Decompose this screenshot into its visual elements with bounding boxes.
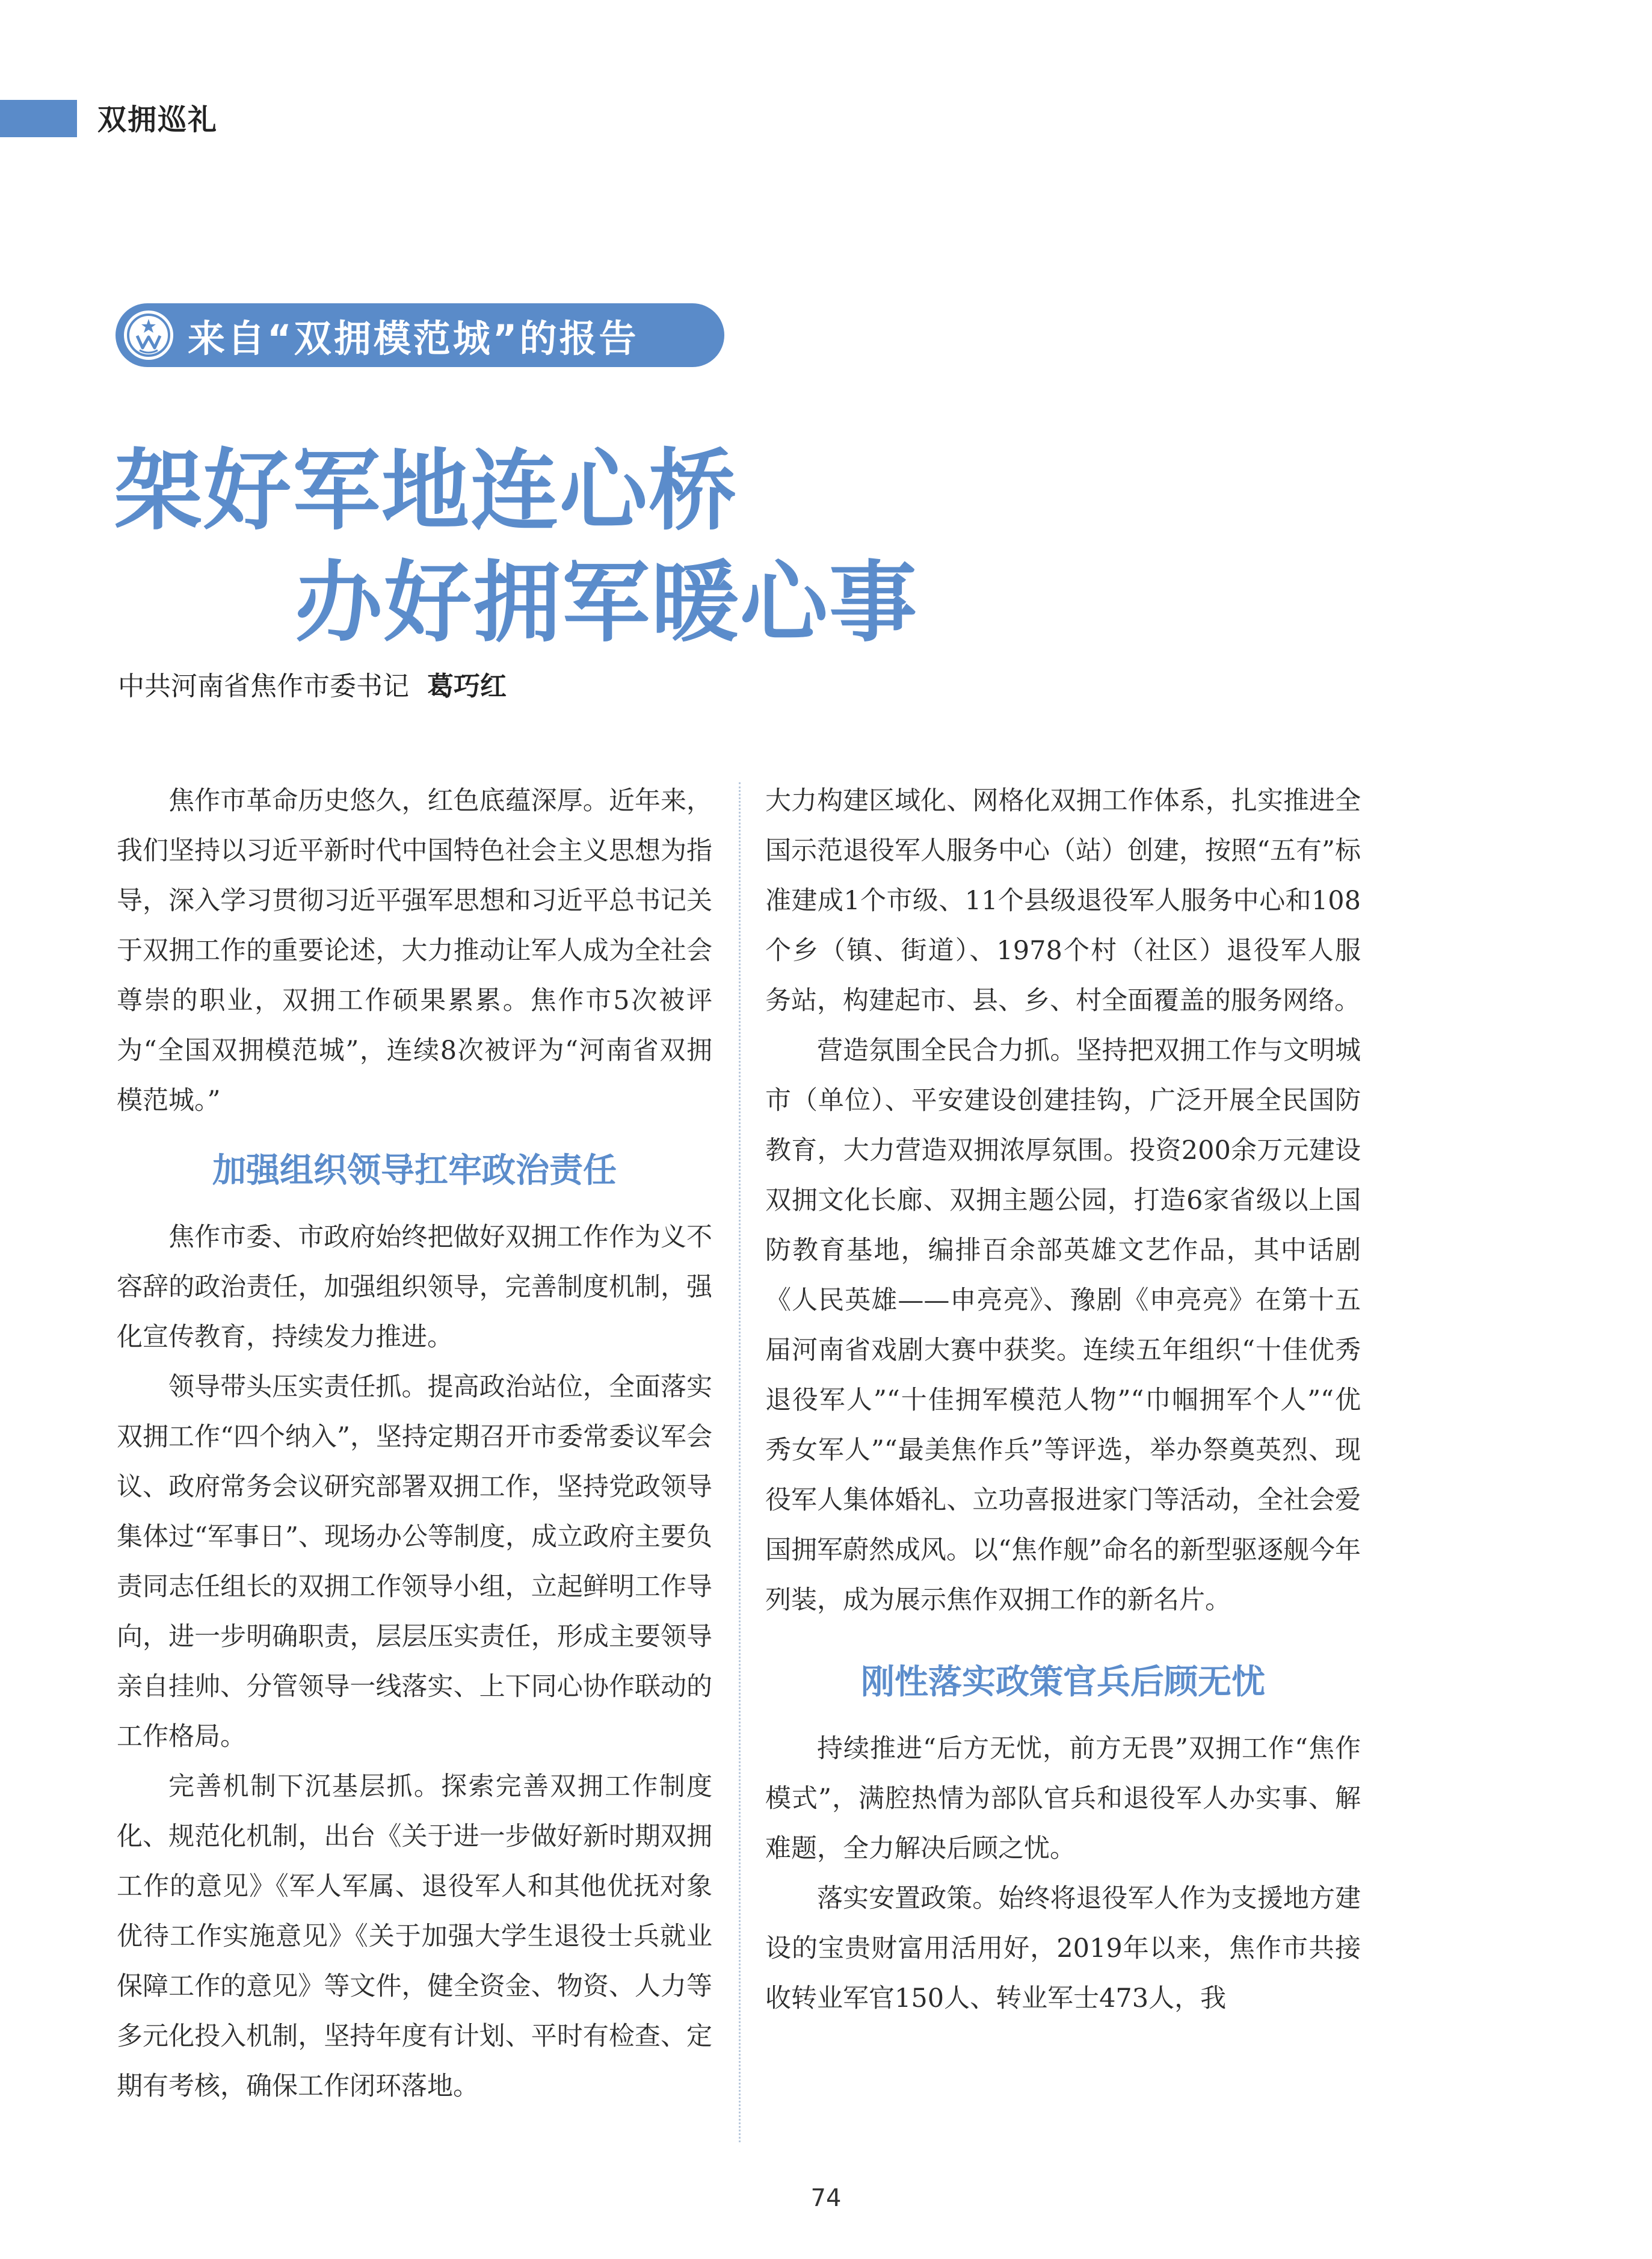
author-name: 葛巧红 xyxy=(427,671,507,702)
paragraph: 焦作市委、市政府始终把做好双拥工作作为义不容辞的政治责任，加强组织领导，完善制度机制，强化宣传教育，持续发力推进。 xyxy=(117,1222,712,1352)
section-label: 双拥巡礼 xyxy=(97,103,218,137)
article-title-line-1: 架好军地连心桥 xyxy=(114,439,738,542)
author-position: 中共河南省焦作市委书记 xyxy=(118,671,409,702)
continued-paragraph: 大力构建区域化、网格化双拥工作体系，扎实推进全国示范退役军人服务中心（站）创建，按照“五有”标准建成1个市级、11个县级退役军人服务中心和108个乡（镇、街道）、1978个村（社区）退役军人服务站，构建起市、县、乡、村全面覆盖的服务网络。 xyxy=(765,786,1361,1016)
paragraph: 落实安置政策。始终将退役军人作为支援地方建设的宝贵财富用活用好，2019年以来，焦作市共接收转业军官150人、转业军士473人，我 xyxy=(765,1884,1361,2013)
series-title: 来自“双拥模范城”的报告 xyxy=(188,316,639,360)
section-heading-2: 刚性落实政策官兵后顾无忧 xyxy=(861,1662,1265,1702)
column-divider xyxy=(739,782,741,2142)
paragraph: 持续推进“后方无忧，前方无畏”双拥工作“焦作模式”，满腔热情为部队官兵和退役军人办实事、解难题，全力解决后顾之忧。 xyxy=(765,1734,1361,1864)
article-title-line-2: 办好拥军暖心事 xyxy=(295,551,918,654)
paragraph: 营造氛围全民合力抓。坚持把双拥工作与文明城市（单位）、平安建设创建挂钩，广泛开展全民国防教育，大力营造双拥浓厚氛围。投资200余万元建设双拥文化长廊、双拥主题公园，打造6家省级以上国防教育基地，编排百余部英雄文艺作品，其中话剧《人民英雄——申亮亮》、豫剧《申亮亮》在第十五届河南省戏剧大赛中获奖。连续五年组织“十佳优秀退役军人”“十佳拥军模范人物”“巾帼拥军个人”“优秀女军人”“最美焦作兵”等评选，举办祭奠英烈、现役军人集体婚礼、立功喜报进家门等活动，全社会爱国拥军蔚然成风。以“焦作舰”命名的新型驱逐舰今年列装，成为展示焦作双拥工作的新名片。 xyxy=(765,1036,1361,1615)
paragraph: 领导带头压实责任抓。提高政治站位，全面落实双拥工作“四个纳入”，坚持定期召开市委常委议军会议、政府常务会议研究部署双拥工作，坚持党政领导集体过“军事日”、现场办公等制度，成立政府主要负责同志任组长的双拥工作领导小组，立起鲜明工作导向，进一步明确职责，层层压实责任，形成主要领导亲自挂帅、分管领导一线落实、上下同心协作联动的工作格局。 xyxy=(117,1372,712,1752)
right-column xyxy=(765,776,1361,2024)
intro-paragraph: 焦作市革命历史悠久，红色底蕴深厚。近年来，我们坚持以习近平新时代中国特色社会主义思想为指导，深入学习贯彻习近平强军思想和习近平总书记关于双拥工作的重要论述，大力推动让军人成为全社会尊崇的职业，双拥工作硕果累累。焦作市5次被评为“全国双拥模范城”，连续8次被评为“河南省双拥模范城。” xyxy=(117,786,712,1116)
left-column xyxy=(117,776,712,2112)
section-color-bar xyxy=(0,100,77,137)
byline xyxy=(118,664,507,703)
section-heading-1: 加强组织领导扛牢政治责任 xyxy=(212,1151,617,1190)
double-support-emblem-icon xyxy=(124,311,173,360)
page-number: 74 xyxy=(810,2184,842,2212)
paragraph: 完善机制下沉基层抓。探索完善双拥工作制度化、规范化机制，出台《关于进一步做好新时期双拥工作的意见》《军人军属、退役军人和其他优抚对象优待工作实施意见》《关于加强大学生退役士兵就业保障工作的意见》等文件，健全资金、物资、人力等多元化投入机制，坚持年度有计划、平时有检查、定期有考核，确保工作闭环落地。 xyxy=(117,1772,712,2101)
series-banner xyxy=(116,303,724,367)
